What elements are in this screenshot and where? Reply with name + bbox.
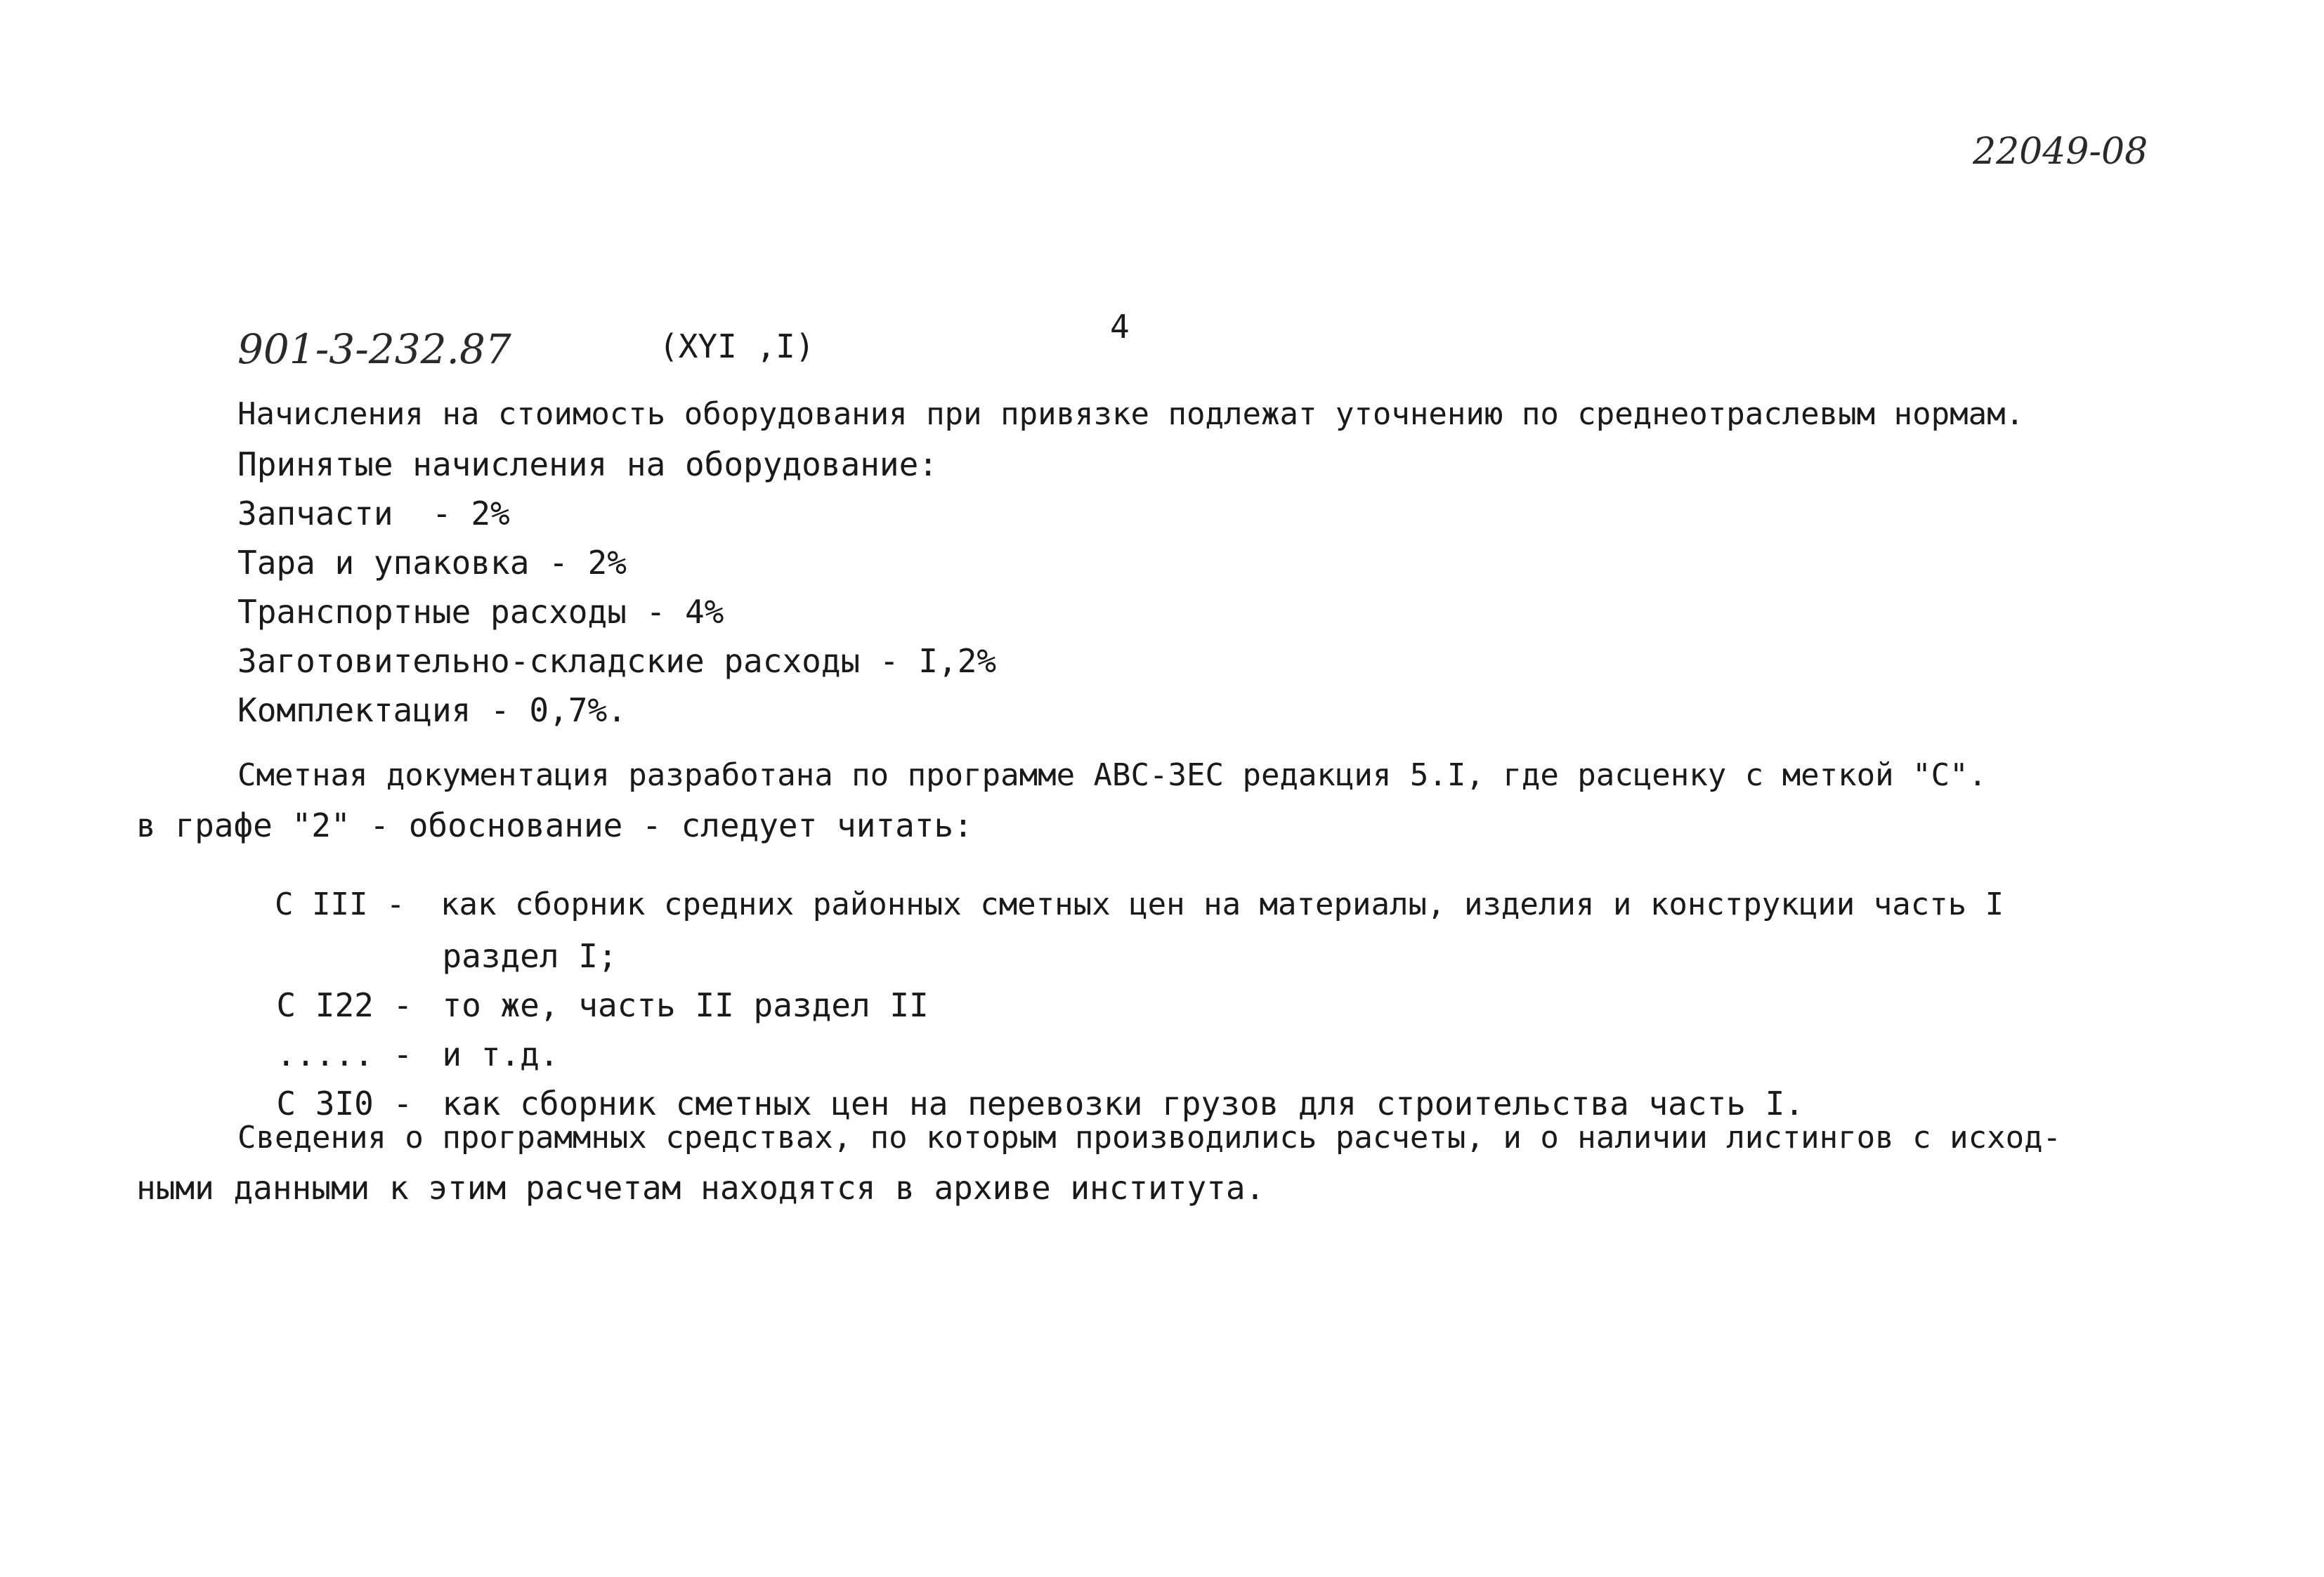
code-label: С 3I0 -	[276, 1085, 413, 1123]
code-description: то же, часть II раздел II	[442, 986, 929, 1024]
project-code: 901-3-232.87	[237, 325, 511, 373]
code-description: раздел I;	[442, 937, 618, 975]
charge-packaging: Тара и упаковка - 2%	[237, 544, 627, 582]
estimate-paragraph-line1: Сметная документация разработана по программе АВС-ЗЕС редакция 5.I, где расценку с меткой "С".	[237, 757, 1987, 793]
volume-label: (XYI ,I)	[659, 327, 815, 365]
estimate-paragraph-line2: в графе "2" - обоснование - следует читать:	[136, 806, 973, 844]
charge-completion: Комплектация - 0,7%.	[237, 691, 627, 729]
charge-transport: Транспортные расходы - 4%	[237, 593, 724, 631]
software-paragraph-line1: Сведения о программных средствах, по которым производились расчеты, и о наличии листингов с исход-	[237, 1120, 2062, 1156]
code-row	[237, 1055, 1804, 1123]
intro-line: Начисления на стоимость оборудования при привязке подлежат уточнению по среднеотраслевым нормам.	[237, 396, 2025, 432]
charge-spare-parts: Запчасти - 2%	[237, 495, 510, 532]
accepted-charges-title: Принятые начисления на оборудование:	[237, 445, 938, 483]
page-number: 4	[1110, 308, 1130, 346]
code-label: С III -	[274, 886, 405, 922]
charge-warehouse: Заготовительно-складские расходы - I,2%	[237, 642, 997, 680]
archive-number: 22049-08	[1973, 131, 2148, 173]
code-description: как сборник сметных цен на перевозки грузов для строительства часть I.	[442, 1085, 1804, 1123]
code-description: как сборник средних районных сметных цен на материалы, изделия и конструкции часть I	[440, 886, 2004, 922]
code-label: С I22 -	[276, 986, 413, 1024]
code-description: и т.д.	[442, 1035, 559, 1073]
software-paragraph-line2: ными данными к этим расчетам находятся в архиве института.	[136, 1169, 1265, 1207]
code-label: ..... -	[276, 1035, 413, 1073]
